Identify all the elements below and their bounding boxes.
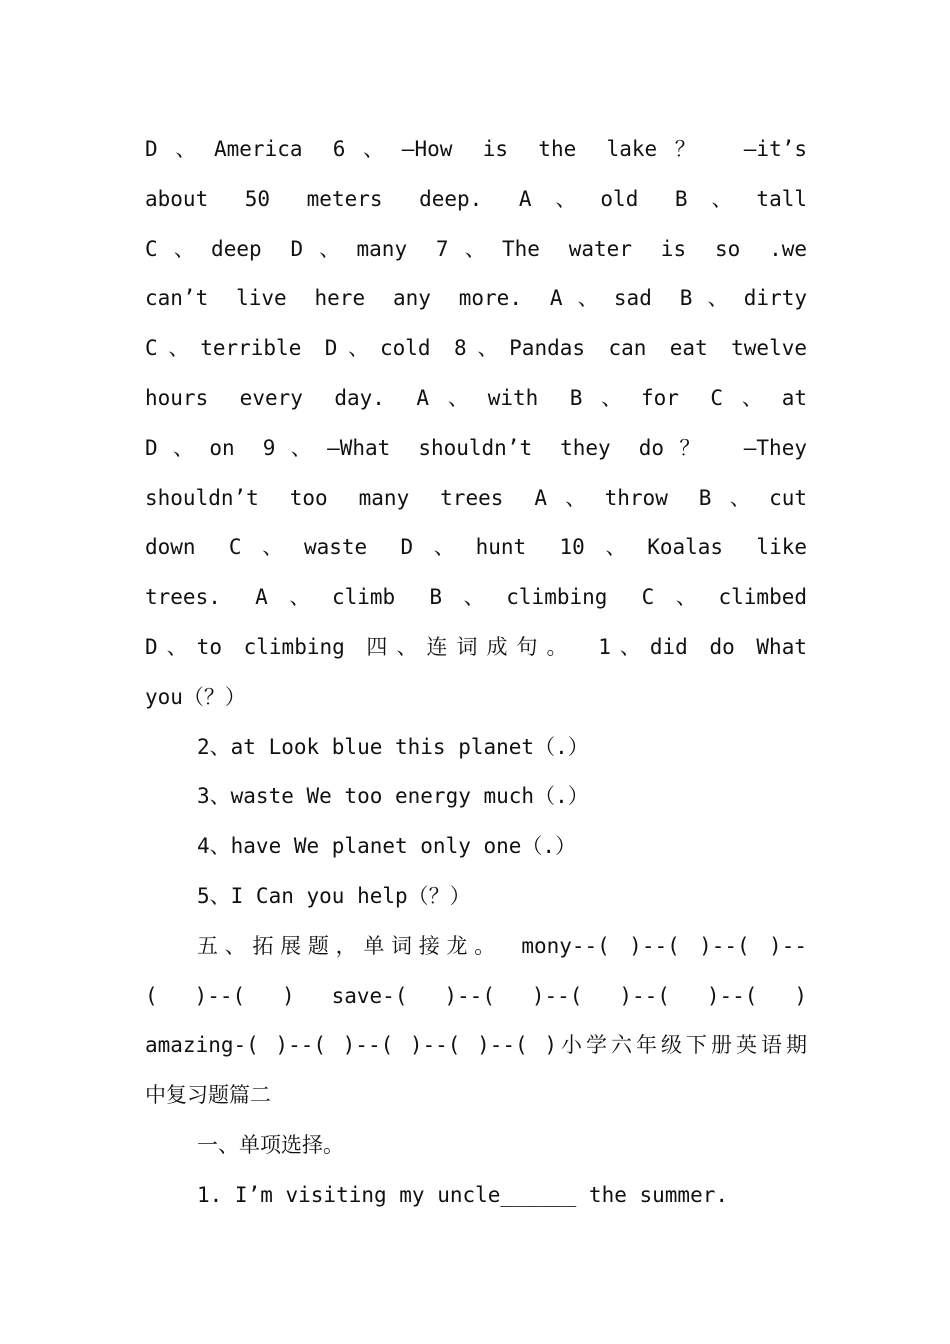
text-line: D、America 6、—How is the lake？ —it’s xyxy=(145,137,807,161)
text-line: about 50 meters deep. A、old B、tall xyxy=(145,186,807,211)
section-heading: 一、单项选择。 xyxy=(197,1132,344,1157)
text-line: C、terrible D、cold 8、Pandas can eat twelve xyxy=(145,336,807,361)
text-line: 中复习题篇二 xyxy=(145,1083,271,1108)
text-line: hours every day. A、with B、for C、at xyxy=(145,385,807,410)
text-line: D、on 9、—What shouldn’t they do？ —They xyxy=(145,435,807,460)
text-line: D、to climbing 四、连词成句。 1、did do What xyxy=(145,634,807,659)
text-line: amazing-( )--( )--( )--( )--( )小学六年级下册英语期 xyxy=(145,1033,807,1058)
text-line: shouldn’t too many trees A、throw B、cut xyxy=(145,485,807,510)
text-line: 5、I Can you help（？） xyxy=(197,883,471,908)
text-line: 3、waste We too energy much（.） xyxy=(197,784,589,809)
text-line: 4、have We planet only one（.） xyxy=(197,834,577,859)
text-line: ( )--( ) save-( )--( )--( )--( )--( ) xyxy=(145,983,807,1008)
text-line: down C、waste D、hunt 10、Koalas like xyxy=(145,535,807,560)
text-line: trees. A、climb B、climbing C、climbed xyxy=(145,585,807,610)
question-line: 1. I’m visiting my uncle______ the summer. xyxy=(197,1182,729,1207)
text-line: 2、at Look blue this planet（.） xyxy=(197,734,589,759)
text-line: C、deep D、many 7、The water is so .we xyxy=(145,236,807,261)
text-line: can’t live here any more. A、sad B、dirty xyxy=(145,286,807,311)
document-body xyxy=(145,125,807,1221)
text-line: 五、拓展题，单词接龙。 mony--( )--( )--( )-- xyxy=(197,933,807,958)
text-line: you（？） xyxy=(145,684,246,709)
